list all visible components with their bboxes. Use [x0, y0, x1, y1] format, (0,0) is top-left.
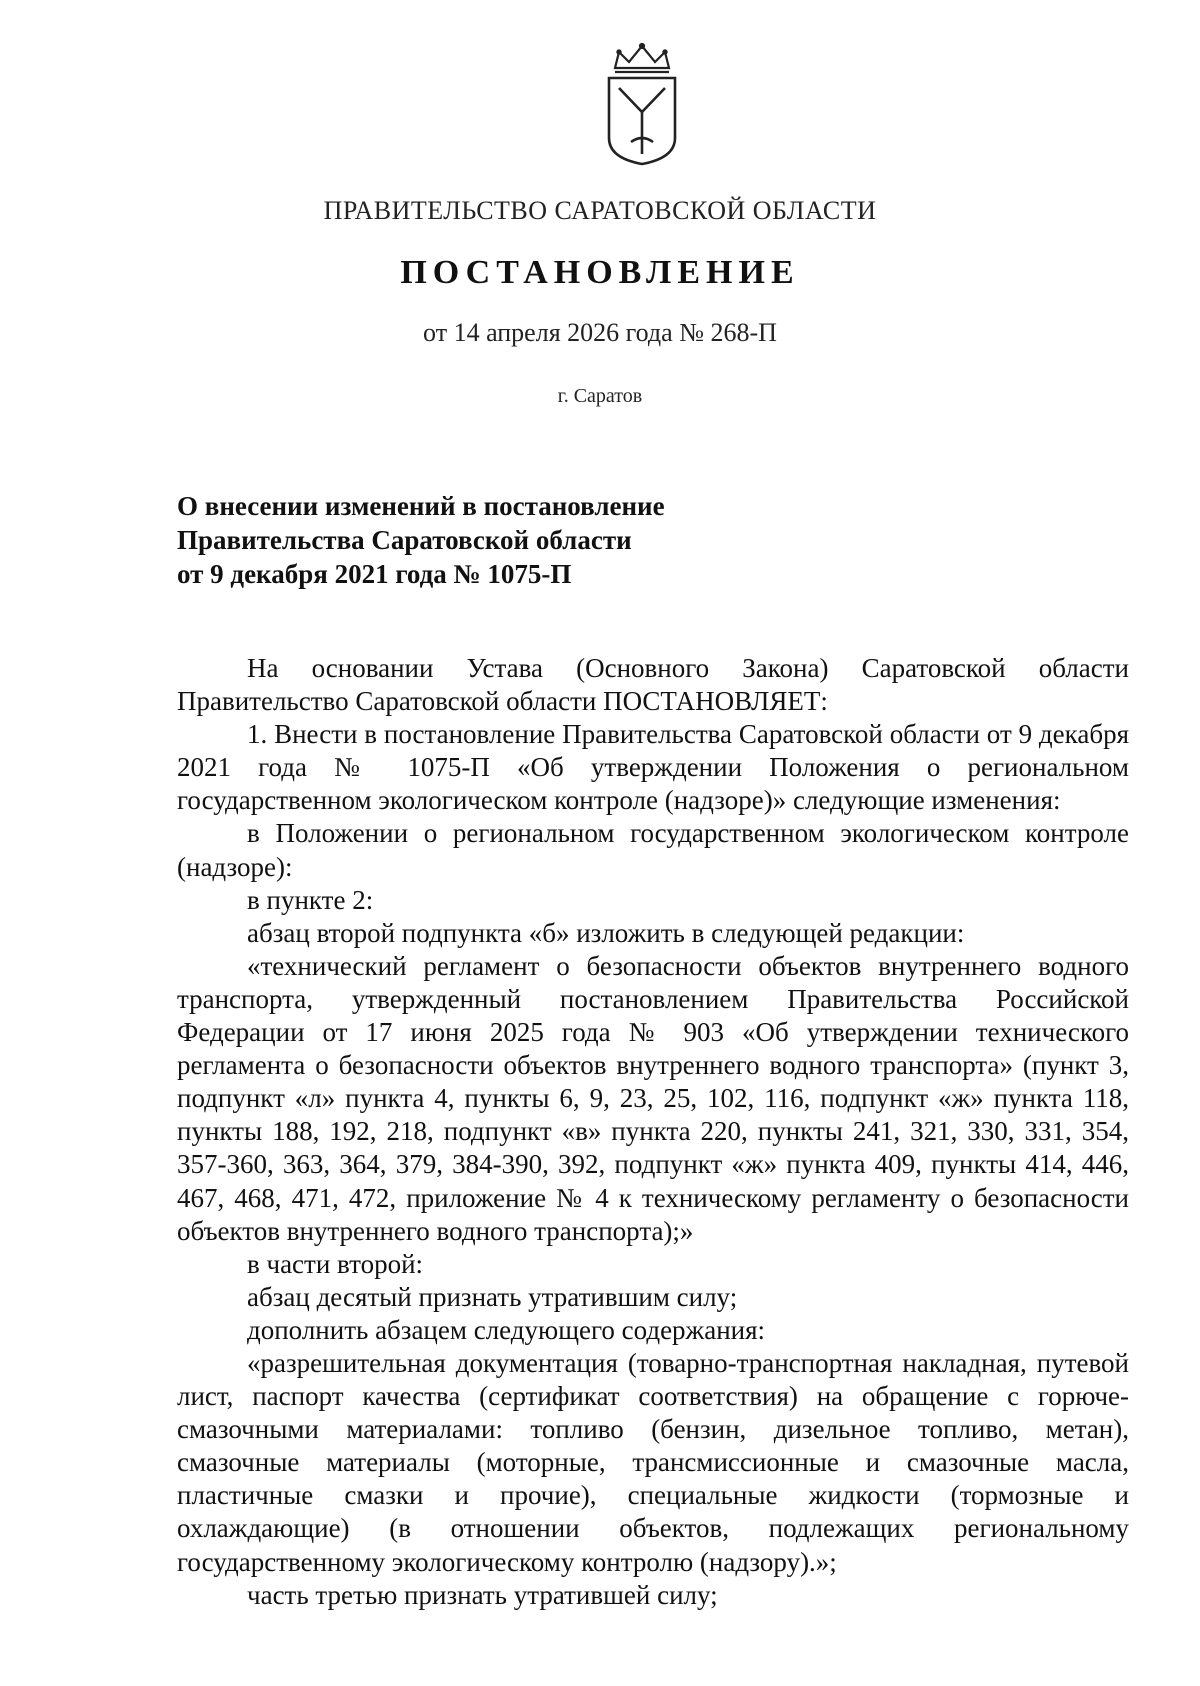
body-paragraph: «технический регламент о безопасности объектов внутреннего водного транспорта, утвержденный постановлением Правительства Российской Федерации от 17 июня 2025 года № 903 «Об утверждении технического регламента о безопасности объектов внутреннего водного транспорта» (пункт 3, подпункт «л» пункта 4, пункты 6, 9, 23, 25, 102, 116, подпункт «ж» пункта 118, пункты 188, 192, 218, подпункт «в» пункта 220, пункты 241, 321, 330, 331, 354, 357-360, 363, 364, 379, 384-390, 392, подпункт «ж» пункта 409, пункты 414, 446, 467, 468, 471, 472, приложение № 4 к техническому регламенту о безопасности объектов внутреннего водного транспорта);»: [177, 950, 1129, 1246]
body-paragraph: часть третью признать утратившей силу;: [247, 1579, 718, 1610]
shield-icon: [609, 78, 675, 164]
document-date-number: от 14 апреля 2026 года № 268-П: [423, 318, 777, 347]
government-name: ПРАВИТЕЛЬСТВО САРАТОВСКОЙ ОБЛАСТИ: [323, 196, 877, 225]
body-paragraph: «разрешительная документация (товарно-транспортная накладная, путевой лист, паспорт качества (сертификат соответствия) на обращение с горюче-смазочными материалами: топливо (бензин, дизельное топливо, метан), смазочные материалы (моторные, трансмиссионные и смазочные масла, пластичные смазки и прочие), специальные жидкости (тормозные и охлаждающие) (в отношении объектов, подлежащих региональному государственному экологическому контролю (надзору).»;: [177, 1347, 1129, 1577]
document-type-title: ПОСТАНОВЛЕНИЕ: [400, 254, 800, 291]
body-paragraph: в части второй:: [247, 1248, 424, 1279]
subject-line: Правительства Саратовской области: [177, 525, 632, 555]
crown-icon: [615, 44, 669, 72]
body-paragraph: дополнить абзацем следующего содержания:: [247, 1314, 766, 1345]
document-subject: [177, 489, 665, 591]
body-paragraph: в Положении о региональном государственном экологическом контроле (надзоре):: [177, 818, 1129, 882]
body-paragraph: 1. Внести в постановление Правительства Саратовской области от 9 декабря 2021 года № 1075-П «Об утверждении Положения о региональном государственном экологическом контроле (надзоре)» следующие изменения:: [177, 719, 1129, 816]
body-paragraph: абзац второй подпункта «б» изложить в следующей редакции:: [247, 917, 965, 948]
document-body: [177, 652, 1129, 1612]
body-paragraph: в пункте 2:: [247, 884, 374, 915]
body-paragraph: На основании Устава (Основного Закона) Саратовской области Правительство Саратовской области ПОСТАНОВЛЯЕТ:: [177, 653, 1129, 717]
body-paragraph: абзац десятый признать утратившим силу;: [247, 1281, 738, 1312]
saratov-coat-of-arms-emblem: [601, 42, 683, 168]
subject-line: от 9 декабря 2021 года № 1075-П: [177, 559, 572, 589]
subject-line: О внесении изменений в постановление: [177, 491, 665, 521]
document-city: г. Саратов: [557, 385, 643, 407]
